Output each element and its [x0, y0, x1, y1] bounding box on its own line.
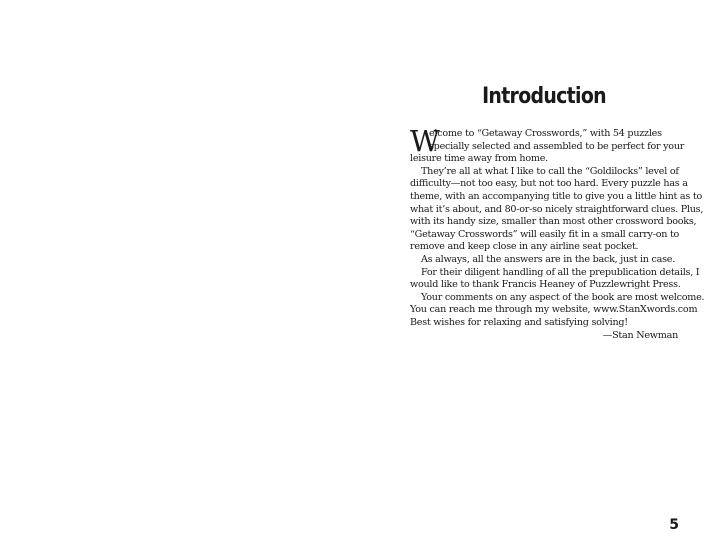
text-line: with its handy size, smaller than most other crossword books, [410, 216, 697, 228]
text-line: As always, all the answers are in the back, just in case. [421, 253, 676, 265]
text-line: specially selected and assembled to be perfect for your [429, 140, 685, 152]
page-title: Introduction [482, 84, 606, 109]
text-line: leisure time away from home. [410, 153, 548, 165]
text-line: what it’s about, and 80-or-so nicely straightforward clues. Plus, [410, 203, 704, 215]
text-line: difficulty—not too easy, but not too hard. Every puzzle has a [410, 178, 688, 190]
text-line: Your comments on any aspect of the book are most welcome. [421, 291, 705, 303]
text-line: For their diligent handling of all the prepublication details, I [421, 266, 700, 278]
text-line: remove and keep close in any airline seat pocket. [410, 241, 639, 253]
drop-cap: W [410, 124, 440, 158]
text-line: You can reach me through my website, www.StanXwords.com [410, 304, 698, 316]
line-text: elcome to “Getaway Crosswords,” with 54 puzzles [429, 128, 662, 139]
text-line: theme, with an accompanying title to give you a little hint as to [410, 190, 702, 202]
text-line: They’re all at what I like to call the “Goldilocks” level of [421, 165, 679, 177]
text-line: “Getaway Crosswords” will easily fit in a small carry-on to [410, 228, 680, 240]
text-line: would like to thank Francis Heaney of Puzzlewright Press. [410, 279, 681, 291]
signature: —Stan Newman [602, 329, 678, 341]
page-number: 5 [669, 517, 679, 533]
text-line: Best wishes for relaxing and satisfying solving! [410, 316, 628, 328]
intro-text [410, 124, 705, 342]
